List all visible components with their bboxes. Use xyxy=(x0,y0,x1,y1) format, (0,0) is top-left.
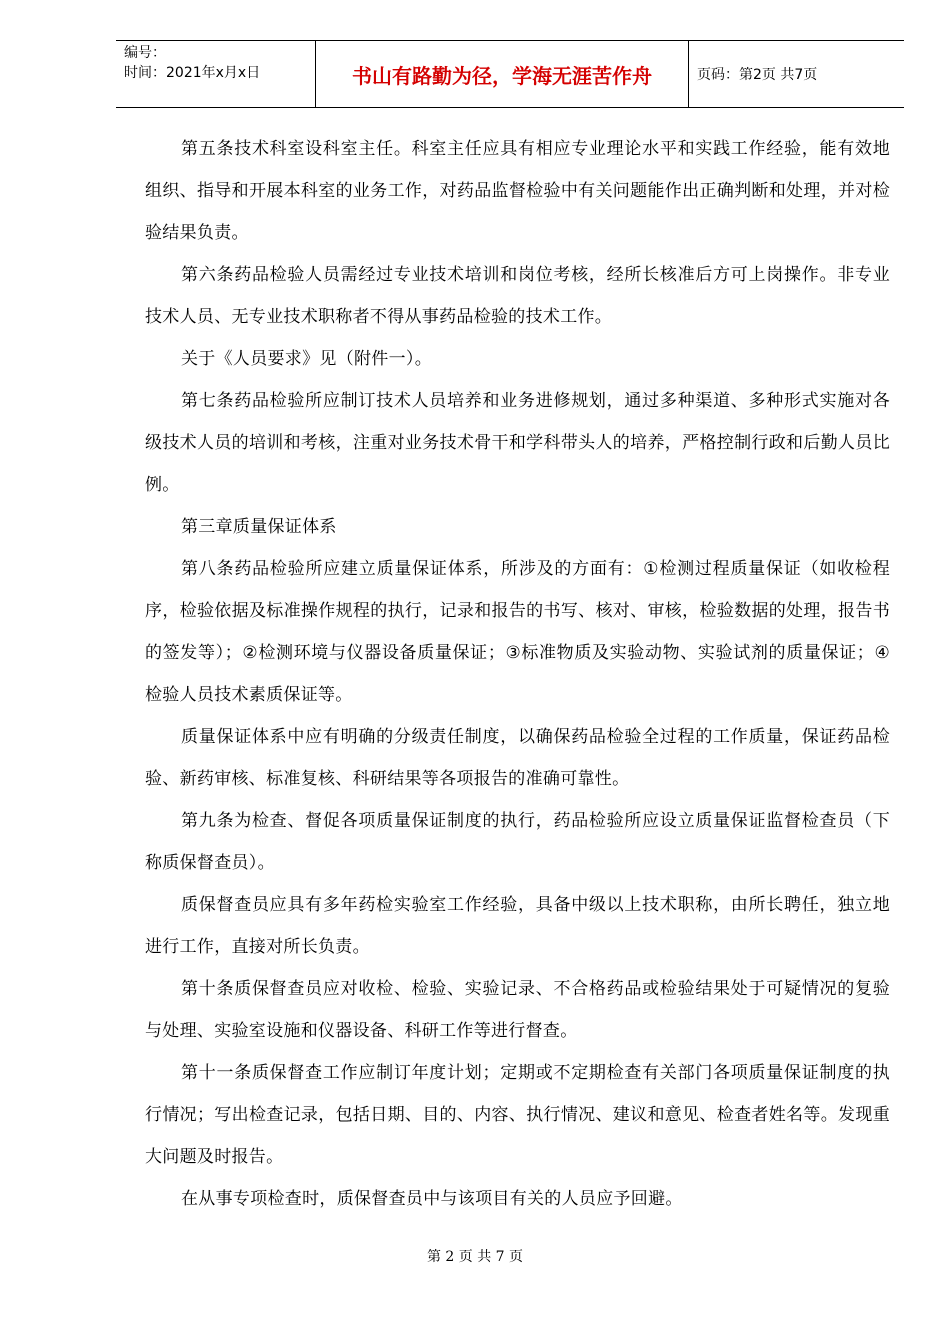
paragraph: 第十一条质保督查工作应制订年度计划；定期或不定期检查有关部门各项质量保证制度的执行情况；写出检查记录，包括日期、目的、内容、执行情况、建议和意见、检查者姓名等。发现重大问题及时报告。 xyxy=(145,1063,890,1167)
paragraph: 第五条技术科室设科室主任。科室主任应具有相应专业理论水平和实践工作经验，能有效地组织、指导和开展本科室的业务工作，对药品监督检验中有关问题能作出正确判断和处理，并对检验结果负责。 xyxy=(145,139,890,243)
page-header xyxy=(116,40,904,108)
paragraph: 第十条质保督查员应对收检、检验、实验记录、不合格药品或检验结果处于可疑情况的复验与处理、实验室设施和仪器设备、科研工作等进行督查。 xyxy=(145,979,890,1041)
paragraph: 在从事专项检查时，质保督查员中与该项目有关的人员应予回避。 xyxy=(181,1189,683,1209)
paragraph: 第九条为检查、督促各项质量保证制度的执行，药品检验所应设立质量保证监督检查员（下称质保督查员）。 xyxy=(145,811,890,873)
paragraph: 关于《人员要求》见（附件一）。 xyxy=(181,349,432,369)
header-time-label: 时间：2021年x月x日 xyxy=(124,65,261,81)
header-meta xyxy=(116,41,316,107)
paragraph: 质量保证体系中应有明确的分级责任制度，以确保药品检验全过程的工作质量，保证药品检验、新药审核、标准复核、科研结果等各项报告的准确可靠性。 xyxy=(145,727,890,789)
page-footer: 第 2 页 共 7 页 xyxy=(426,1249,524,1265)
chapter-heading: 第三章质量保证体系 xyxy=(181,517,337,537)
header-page-label: 页码：第2页 共7页 xyxy=(697,67,818,83)
paragraph: 第七条药品检验所应制订技术人员培养和业务进修规划，通过多种渠道、多种形式实施对各级技术人员的培训和考核，注重对业务技术骨干和学科带头人的培养，严格控制行政和后勤人员比例。 xyxy=(145,391,890,495)
paragraph: 第八条药品检验所应建立质量保证体系，所涉及的方面有：①检测过程质量保证（如收检程序，检验依据及标准操作规程的执行，记录和报告的书写、核对、审核，检验数据的处理，报告书的签发等）；②检测环境与仪器设备质量保证；③标准物质及实验动物、实验试剂的质量保证；④检验人员技术素质保证等。 xyxy=(145,559,890,705)
header-motto: 书山有路勤为径，学海无涯苦作舟 xyxy=(316,41,689,107)
paragraph: 第六条药品检验人员需经过专业技术培训和岗位考核，经所长核准后方可上岗操作。非专业技术人员、无专业技术职称者不得从事药品检验的技术工作。 xyxy=(145,265,890,327)
header-number-label: 编号： xyxy=(124,45,166,61)
paragraph: 质保督查员应具有多年药检实验室工作经验，具备中级以上技术职称，由所长聘任，独立地进行工作，直接对所长负责。 xyxy=(145,895,890,957)
document-body xyxy=(145,128,890,1220)
